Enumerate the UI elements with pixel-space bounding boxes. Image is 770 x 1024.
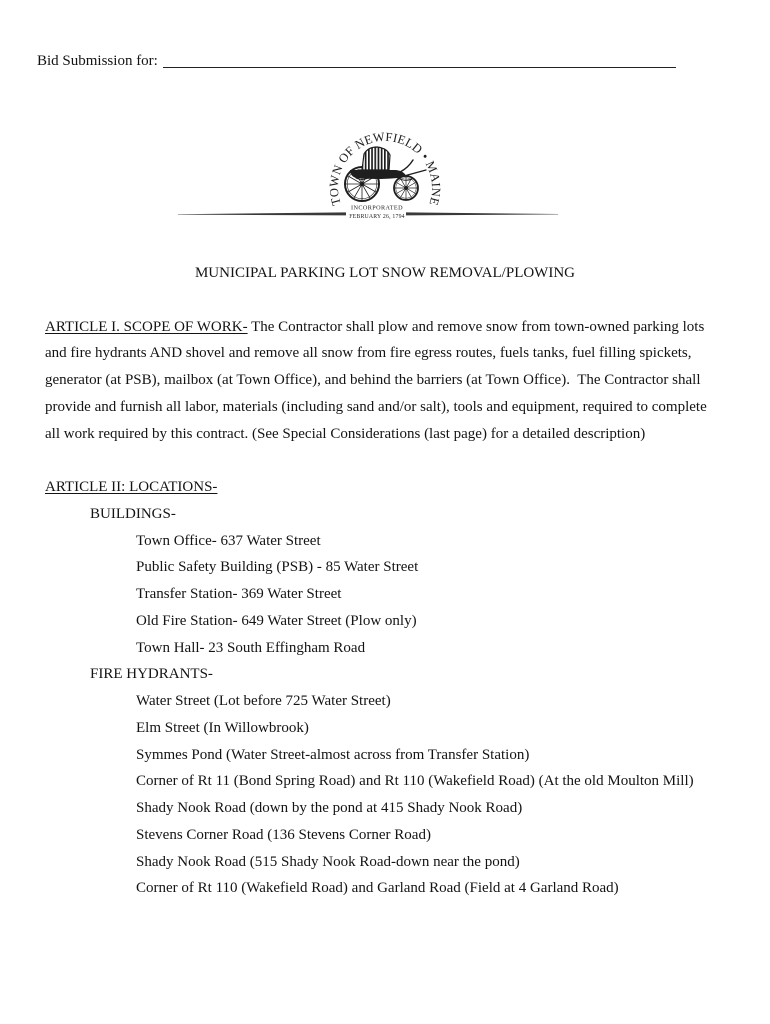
blank-line [0, 287, 770, 314]
document-body [0, 260, 770, 902]
buildings-heading: BUILDINGS- [90, 505, 176, 522]
seal-rule-left [178, 212, 346, 215]
hydrant-item [0, 715, 770, 742]
blank-line [0, 447, 770, 474]
hydrant-item-text: Shady Nook Road (515 Shady Nook Road-down near the pond) [136, 853, 520, 870]
article-1-line [0, 367, 770, 394]
building-item-text: Transfer Station- 369 Water Street [136, 586, 342, 602]
hydrant-item [0, 795, 770, 822]
hydrant-item [0, 849, 770, 876]
hydrant-item-text: Elm Street (In Willowbrook) [136, 719, 309, 736]
carriage-body [350, 170, 406, 179]
article-1-heading: ARTICLE I. SCOPE OF WORK- [45, 318, 248, 335]
building-item [0, 554, 770, 581]
article-1-text: and fire hydrants AND shovel and remove all snow from fire egress routes, fuels tanks, fuel filling spickets, [45, 345, 692, 362]
article-2-heading: ARTICLE II: LOCATIONS- [45, 479, 218, 495]
building-item [0, 581, 770, 608]
hydrant-item-text: Shady Nook Road (down by the pond at 415 Shady Nook Road) [136, 800, 523, 816]
hydrant-item-text: Symmes Pond (Water Street-almost across from Transfer Station) [136, 746, 530, 763]
bid-submission-row [37, 53, 158, 70]
article-1-text: The Contractor shall plow and remove snow from town-owned parking lots [251, 318, 705, 335]
article-1-text: all work required by this contract. (See Special Considerations (last page) for a detailed description) [45, 425, 646, 442]
document-title [0, 260, 770, 287]
seal-incorporated-text: INCORPORATED [351, 204, 403, 212]
article-2-heading-line [0, 474, 770, 501]
town-seal [0, 110, 770, 230]
carriage-front-wheel [394, 176, 418, 200]
building-item [0, 608, 770, 635]
hydrant-item [0, 688, 770, 715]
fire-hydrants-heading: FIRE HYDRANTS- [90, 666, 213, 683]
building-item [0, 635, 770, 662]
hydrant-item [0, 875, 770, 902]
building-item-text: Town Office- 637 Water Street [136, 532, 321, 549]
buildings-heading-line [0, 501, 770, 528]
fire-hydrants-heading-line [0, 661, 770, 688]
seal-ring-textpath: TOWN OF NEWFIELD • MAINE [326, 129, 444, 208]
article-1-text: generator (at PSB), mailbox (at Town Office), and behind the barriers (at Town Office). The Contractor shall [45, 372, 701, 388]
hydrant-item [0, 742, 770, 769]
seal-date-text: FEBRUARY 26, 1794 [349, 214, 405, 221]
carriage-dashboard [400, 160, 413, 172]
building-item [0, 528, 770, 555]
bid-submission-blank-field[interactable] [163, 56, 676, 68]
carriage-shaft [404, 170, 426, 176]
hydrant-item [0, 768, 770, 795]
hydrant-item-text: Corner of Rt 110 (Wakefield Road) and Garland Road (Field at 4 Garland Road) [136, 880, 619, 897]
article-1-text: provide and furnish all labor, materials (including sand and/or salt), tools and equipment, required to complete [45, 398, 707, 415]
hydrant-item [0, 822, 770, 849]
building-item-text: Old Fire Station- 649 Water Street (Plow only) [136, 612, 417, 629]
article-1-line [0, 421, 770, 448]
hydrant-item-text: Water Street (Lot before 725 Water Street) [136, 693, 391, 709]
document-title-text: MUNICIPAL PARKING LOT SNOW REMOVAL/PLOWING [194, 265, 576, 281]
hydrant-item-text: Stevens Corner Road (136 Stevens Corner Road) [136, 826, 431, 843]
hydrant-item-text: Corner of Rt 11 (Bond Spring Road) and Rt 110 (Wakefield Road) (At the old Moulton Mill) [136, 773, 694, 790]
article-1-line [0, 340, 770, 367]
seal-rule-right [406, 212, 558, 215]
building-item-text: Public Safety Building (PSB) - 85 Water Street [136, 559, 419, 576]
article-1-line [0, 394, 770, 421]
carriage-seat-canopy [362, 147, 390, 170]
article-1-line [0, 314, 770, 341]
bid-submission-label: Bid Submission for: [37, 53, 158, 69]
buggy-carriage-icon [345, 147, 426, 201]
building-item-text: Town Hall- 23 South Effingham Road [136, 639, 366, 656]
